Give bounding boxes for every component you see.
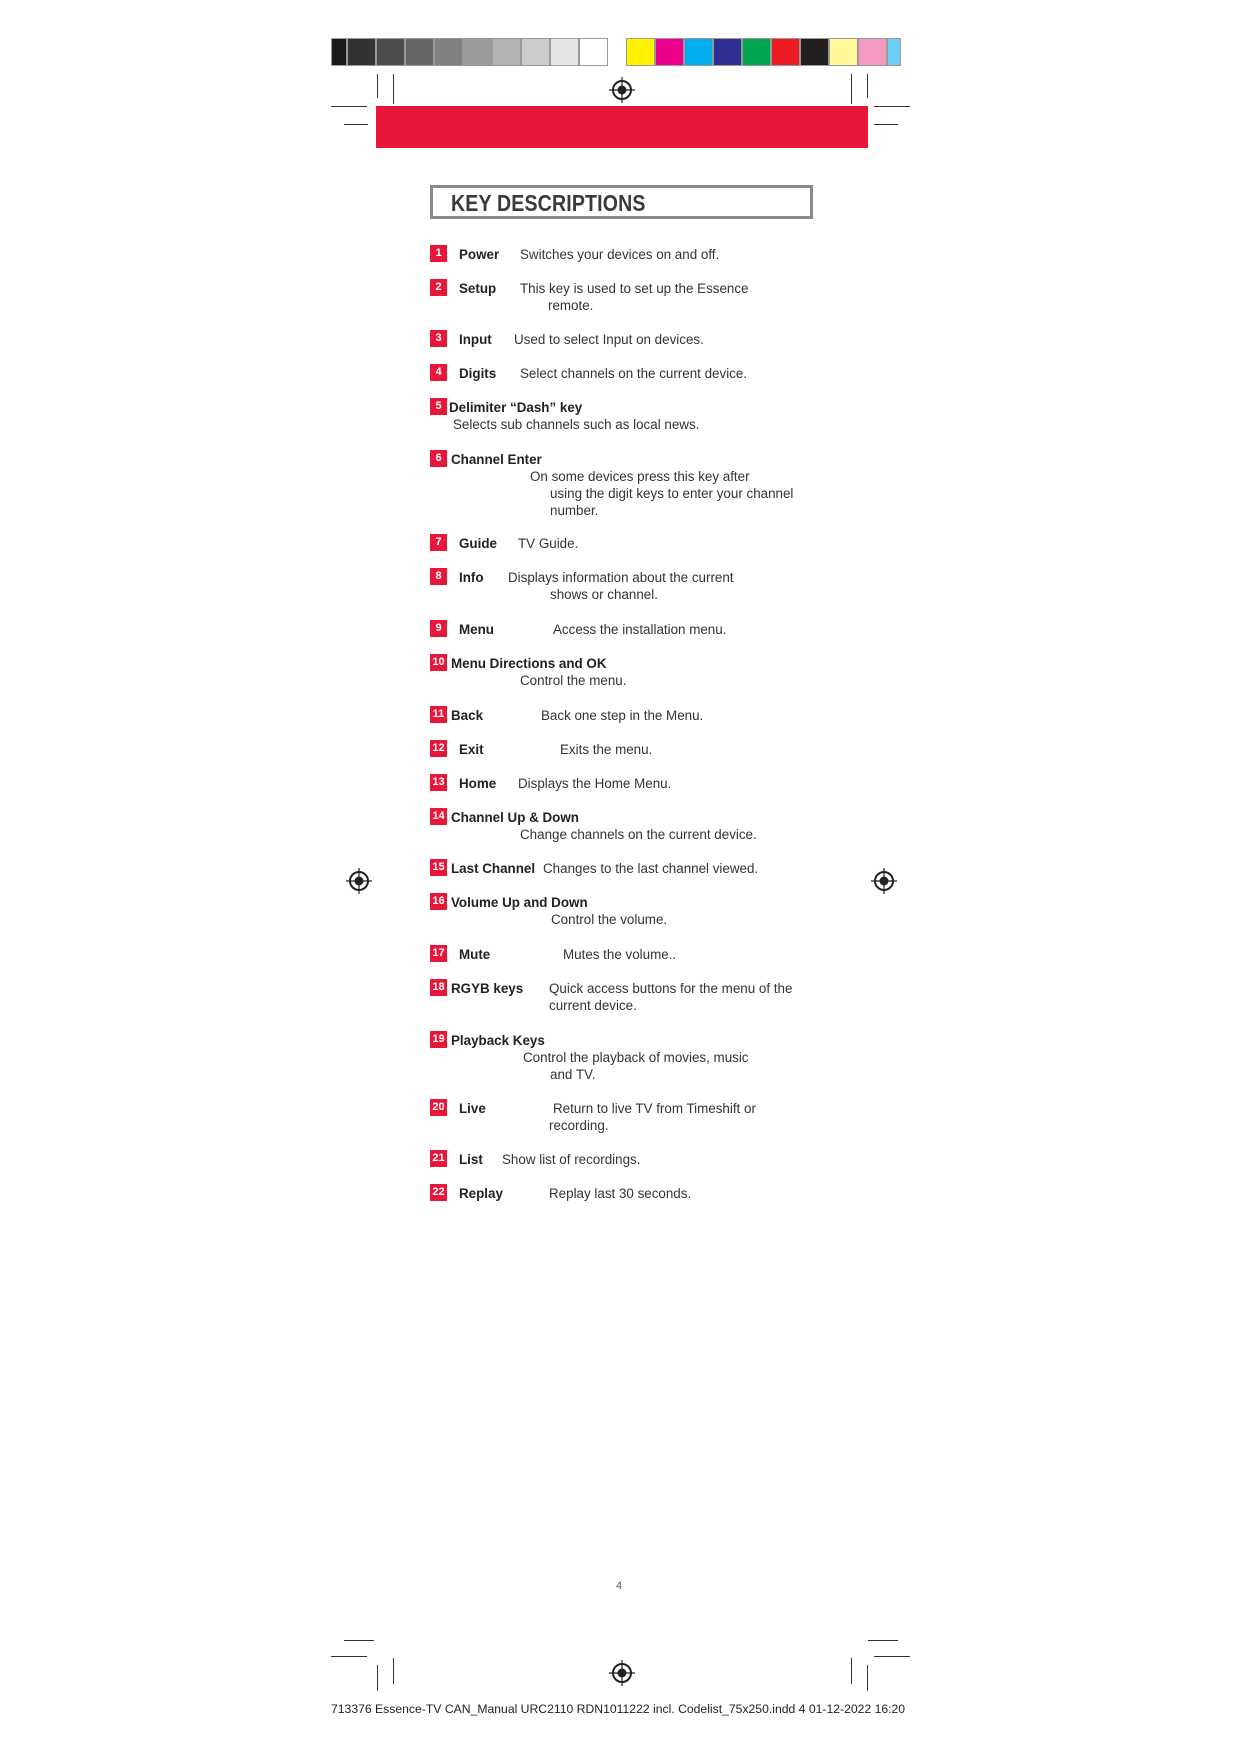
- key-description: Quick access buttons for the menu of the: [549, 981, 793, 996]
- key-number-badge: 19: [430, 1031, 447, 1048]
- key-number-badge: 15: [430, 859, 447, 876]
- color-swatch: [492, 38, 521, 66]
- key-number-badge: 20: [430, 1099, 447, 1116]
- key-description: Back one step in the Menu.: [541, 708, 704, 723]
- key-name: Input: [459, 332, 492, 347]
- key-number-badge: 3: [430, 330, 447, 347]
- key-name: Live: [459, 1101, 486, 1116]
- key-number-badge: 17: [430, 945, 447, 962]
- key-description: and TV.: [550, 1067, 596, 1082]
- crop-mark: [377, 74, 378, 98]
- crop-mark: [851, 74, 852, 104]
- registration-target-icon: [609, 1660, 635, 1686]
- key-description: recording.: [549, 1118, 609, 1133]
- key-name: Home: [459, 776, 497, 791]
- key-name: Back: [451, 708, 484, 723]
- key-number-badge: 7: [430, 534, 447, 551]
- color-swatch: [626, 38, 655, 66]
- crop-mark: [874, 106, 910, 107]
- page-number: 4: [616, 1580, 623, 1592]
- key-description: using the digit keys to enter your channel: [550, 486, 794, 501]
- color-swatch: [829, 38, 858, 66]
- crop-mark: [393, 74, 394, 104]
- key-description: Show list of recordings.: [502, 1152, 641, 1167]
- key-number-badge: 9: [430, 620, 447, 637]
- section-title: KEY DESCRIPTIONS: [451, 190, 646, 216]
- key-number-badge: 11: [430, 706, 447, 723]
- registration-target-icon: [871, 868, 897, 894]
- key-description: Used to select Input on devices.: [514, 332, 704, 347]
- crop-mark: [874, 124, 898, 125]
- key-number-badge: 22: [430, 1184, 447, 1201]
- gray-color-bar: [331, 38, 608, 66]
- key-description: Change channels on the current device.: [520, 827, 757, 842]
- key-description: Replay last 30 seconds.: [549, 1186, 692, 1201]
- key-description: Switches your devices on and off.: [520, 247, 720, 262]
- key-description: Selects sub channels such as local news.: [453, 417, 700, 432]
- color-swatch: [405, 38, 434, 66]
- crop-mark: [331, 1656, 367, 1657]
- key-name: Info: [459, 570, 484, 585]
- key-name: Replay: [459, 1186, 503, 1201]
- key-description: Control the playback of movies, music: [523, 1050, 749, 1065]
- key-name: RGYB keys: [451, 981, 524, 996]
- color-swatch: [579, 38, 608, 66]
- key-name: Guide: [459, 536, 497, 551]
- key-description: current device.: [549, 998, 637, 1013]
- key-number-badge: 6: [430, 450, 447, 467]
- print-slug: 713376 Essence-TV CAN_Manual URC2110 RDN1011222 incl. Codelist_75x250.indd 4 01-12-2022 16:20: [331, 1702, 906, 1716]
- color-swatch: [887, 38, 901, 66]
- key-name: Setup: [459, 281, 497, 296]
- color-swatch: [771, 38, 800, 66]
- key-number-badge: 18: [430, 979, 447, 996]
- key-description: Exits the menu.: [560, 742, 653, 757]
- color-swatch: [713, 38, 742, 66]
- key-description: Control the menu.: [520, 673, 627, 688]
- color-swatch: [800, 38, 829, 66]
- key-number-badge: 2: [430, 279, 447, 296]
- key-name: Playback Keys: [451, 1033, 545, 1048]
- crop-mark: [867, 1665, 868, 1691]
- key-number-badge: 10: [430, 654, 447, 671]
- key-name: Channel Up & Down: [451, 810, 579, 825]
- key-name: Volume Up and Down: [451, 895, 588, 910]
- color-swatch: [463, 38, 492, 66]
- key-name: List: [459, 1152, 483, 1167]
- color-swatch: [347, 38, 376, 66]
- crop-mark: [874, 1656, 910, 1657]
- crop-mark: [868, 1640, 898, 1641]
- key-description: TV Guide.: [518, 536, 579, 551]
- header-band: [376, 106, 868, 148]
- key-description: Access the installation menu.: [553, 622, 727, 637]
- key-description: On some devices press this key after: [530, 469, 750, 484]
- key-description: Control the volume.: [551, 912, 668, 927]
- color-swatch: [550, 38, 579, 66]
- key-description: Mutes the volume..: [563, 947, 677, 962]
- color-swatch: [858, 38, 887, 66]
- color-swatch: [521, 38, 550, 66]
- key-name: Exit: [459, 742, 484, 757]
- key-number-badge: 1: [430, 245, 447, 262]
- registration-target-icon: [346, 868, 372, 894]
- process-color-bar: [626, 38, 901, 66]
- color-swatch: [376, 38, 405, 66]
- key-number-badge: 16: [430, 893, 447, 910]
- key-description: Changes to the last channel viewed.: [543, 861, 759, 876]
- crop-mark: [867, 74, 868, 98]
- key-name: Channel Enter: [451, 452, 542, 467]
- key-number-badge: 21: [430, 1150, 447, 1167]
- section-title-box: [430, 185, 813, 219]
- key-name: Last Channel: [451, 861, 536, 876]
- key-description: number.: [550, 503, 599, 518]
- crop-mark: [377, 1665, 378, 1691]
- color-swatch: [434, 38, 463, 66]
- color-swatch: [331, 38, 347, 66]
- key-description: shows or channel.: [550, 587, 658, 602]
- key-description: remote.: [548, 298, 594, 313]
- crop-mark: [393, 1658, 394, 1684]
- color-swatch: [655, 38, 684, 66]
- registration-target-icon: [609, 77, 635, 103]
- key-number-badge: 5: [430, 398, 447, 415]
- key-name: Menu Directions and OK: [451, 656, 607, 671]
- crop-mark: [331, 106, 367, 107]
- key-description: Return to live TV from Timeshift or: [553, 1101, 756, 1116]
- crop-mark: [851, 1658, 852, 1684]
- key-name: Digits: [459, 366, 497, 381]
- key-description: Select channels on the current device.: [520, 366, 748, 381]
- key-name: Mute: [459, 947, 491, 962]
- key-description: Displays the Home Menu.: [518, 776, 672, 791]
- key-description: Displays information about the current: [508, 570, 734, 585]
- color-swatch: [742, 38, 771, 66]
- key-name: Delimiter “Dash” key: [449, 400, 583, 415]
- key-name: Menu: [459, 622, 494, 637]
- key-description: This key is used to set up the Essence: [520, 281, 749, 296]
- key-number-badge: 4: [430, 364, 447, 381]
- key-number-badge: 8: [430, 568, 447, 585]
- color-swatch: [684, 38, 713, 66]
- crop-mark: [344, 1640, 374, 1641]
- key-number-badge: 13: [430, 774, 447, 791]
- key-number-badge: 12: [430, 740, 447, 757]
- crop-mark: [344, 124, 368, 125]
- key-name: Power: [459, 247, 500, 262]
- key-number-badge: 14: [430, 808, 447, 825]
